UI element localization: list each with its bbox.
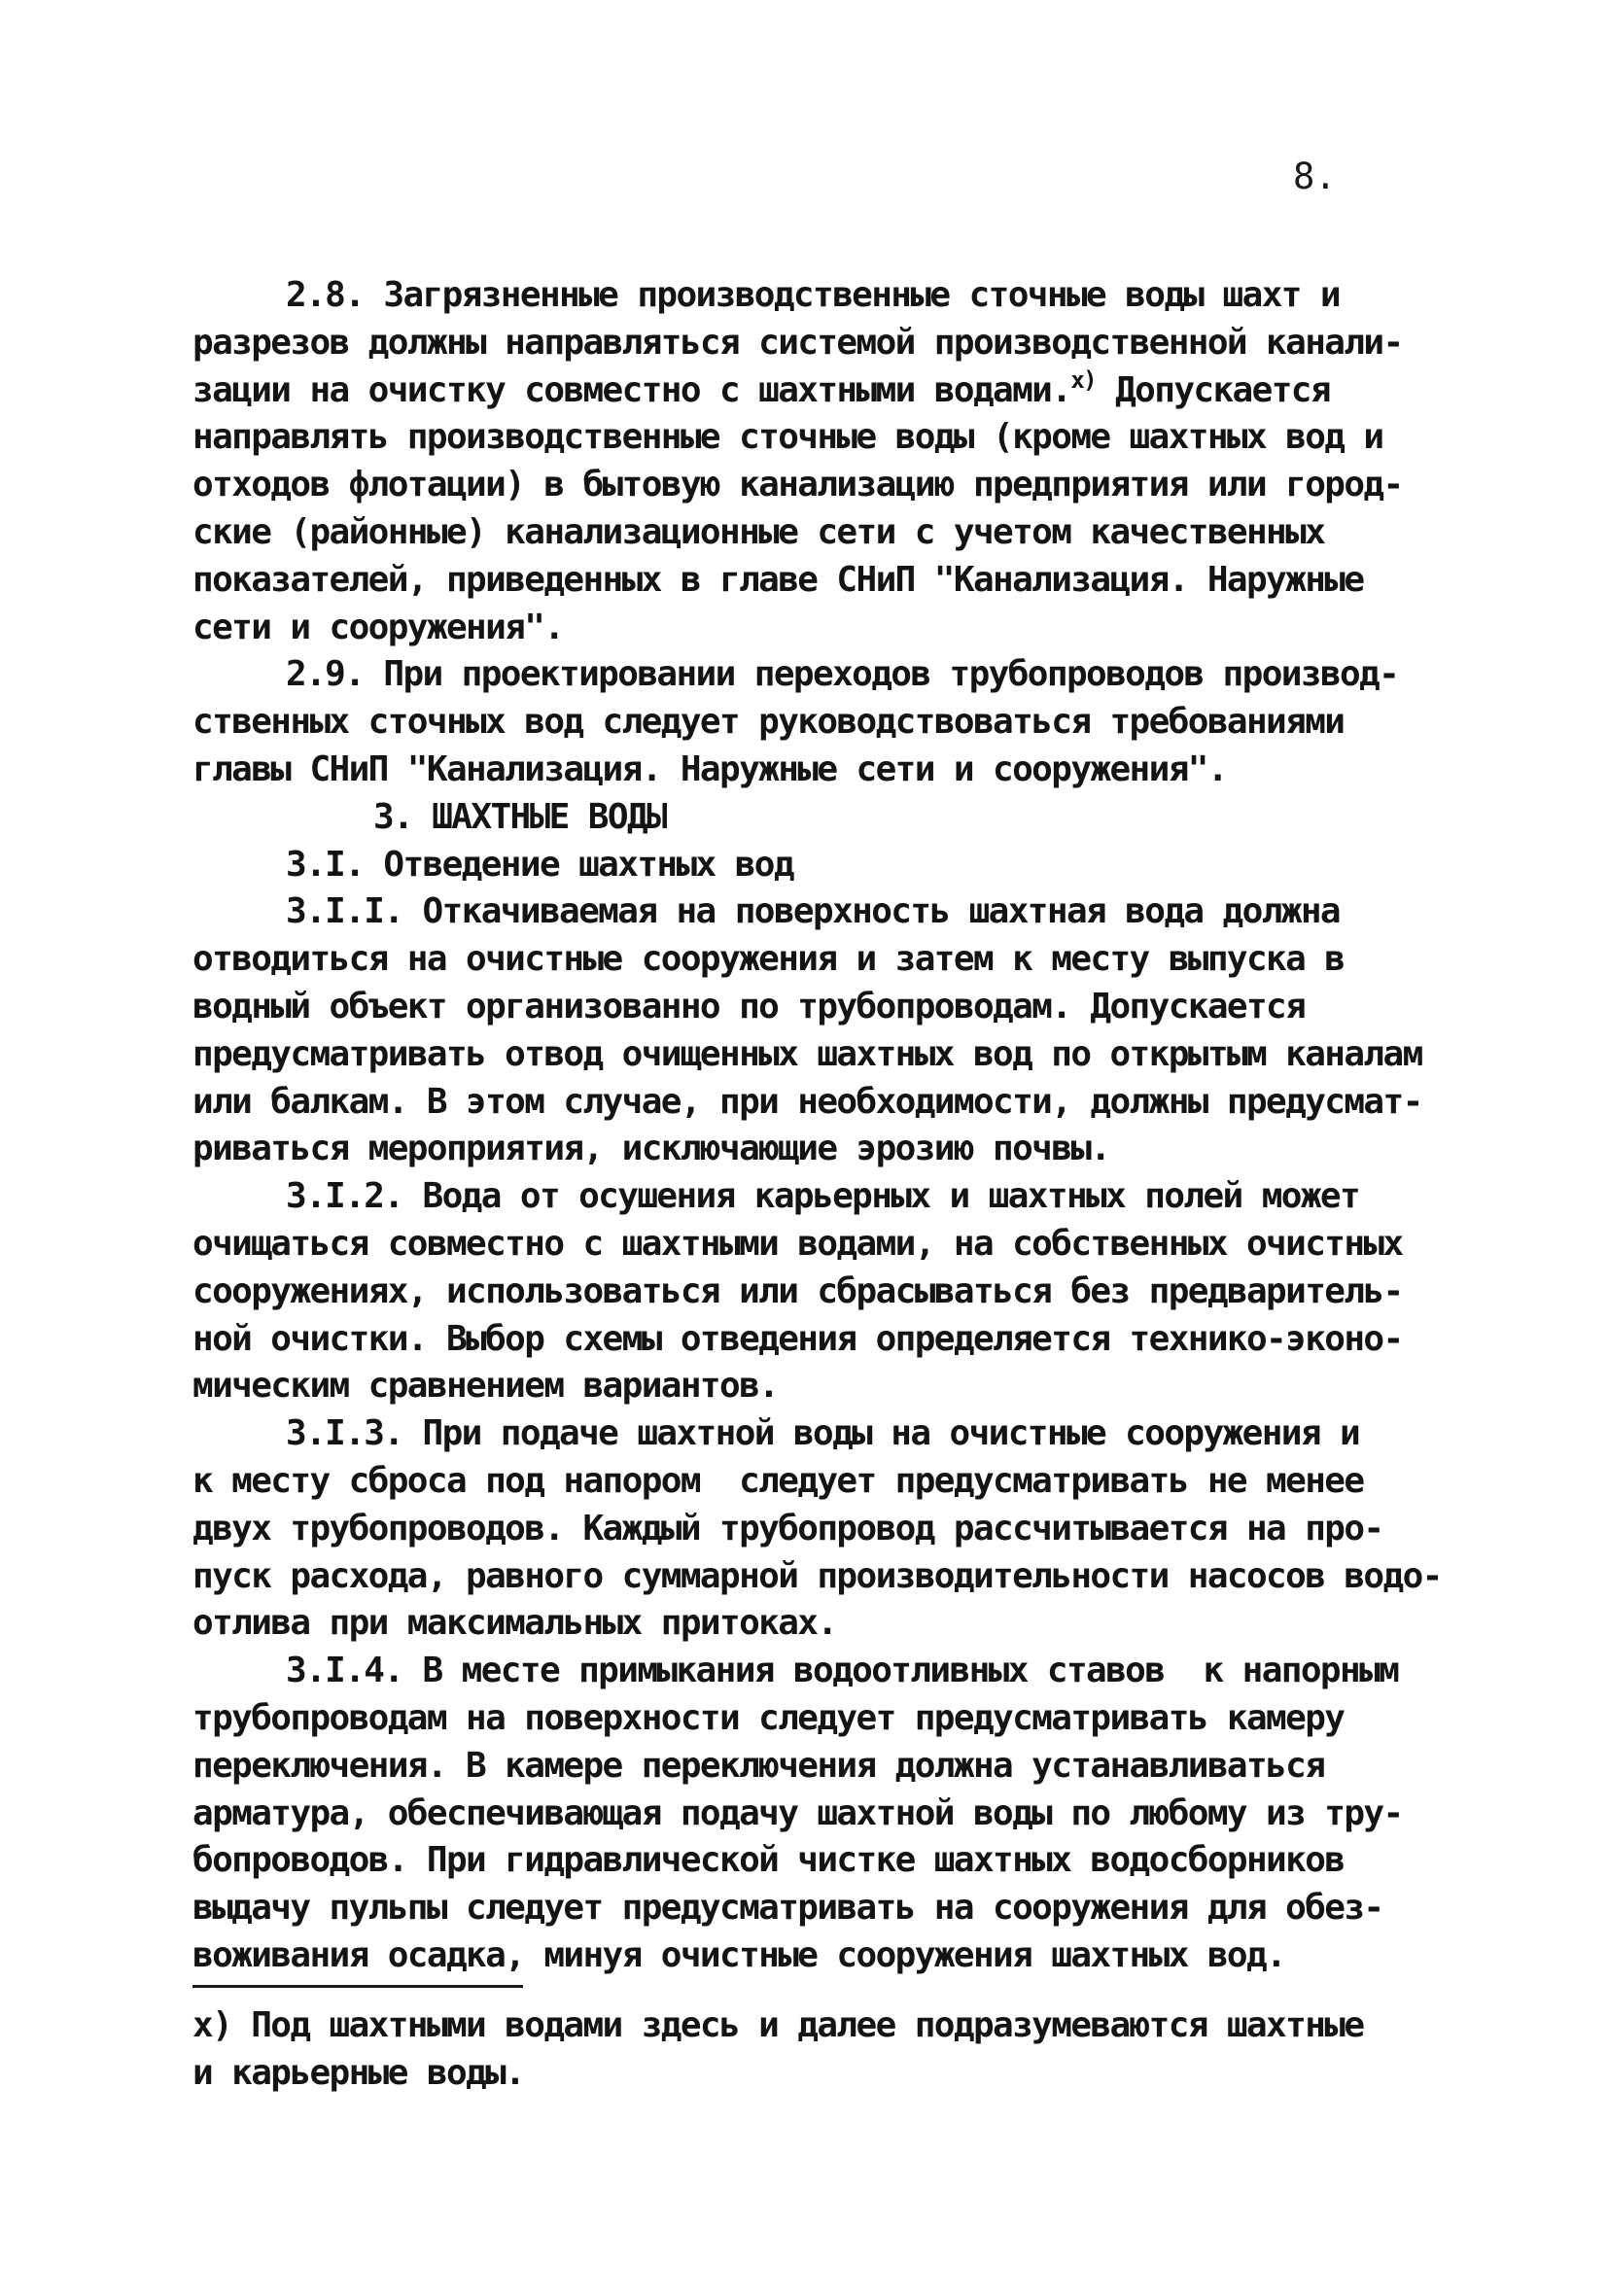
text-line: [192, 699, 1417, 747]
line-text: арматура, обеспечивающая подачу шахтной воды по любому из тру-: [192, 1792, 1403, 1833]
text-line: [192, 1648, 1417, 1695]
line-text: зации на очистку совместно с шахтными водами.: [192, 369, 1071, 410]
footnote-line: [192, 2002, 1417, 2050]
footnote-separator: [192, 1985, 523, 1988]
text-line: [192, 320, 1417, 367]
footnote: [192, 2002, 1417, 2098]
line-text: выдачу пульпы следует предусматривать на сооружения для обез-: [192, 1888, 1383, 1929]
text-line: [192, 605, 1417, 652]
text-line: [192, 747, 1417, 794]
line-text: 3.I.2. Вода от осушения карьерных и шахтных полей может: [286, 1176, 1360, 1217]
text-line: [192, 1458, 1417, 1506]
line-text: риваться мероприятия, исключающие эрозию почвы.: [192, 1129, 1110, 1169]
line-text-continued: Допускается: [1096, 369, 1330, 410]
line-text: очищаться совместно с шахтными водами, на собственных очистных: [192, 1223, 1403, 1264]
line-text: предусматривать отвод очищенных шахтных вод по открытым каналам: [192, 1033, 1422, 1074]
text-line: [192, 557, 1417, 605]
text-line: [192, 651, 1417, 699]
text-line: [192, 1553, 1442, 1601]
line-text: 3.I.3. При подаче шахтной воды на очистные сооружения и: [286, 1413, 1360, 1454]
text-line: [192, 1932, 1417, 1980]
text-line: [192, 414, 1417, 462]
line-text: 3. ШАХТНЫЕ ВОДЫ: [373, 796, 667, 837]
line-text: ственных сточных вод следует руководствоваться требованиями: [192, 702, 1345, 743]
line-text: переключения. В камере переключения должна устанавливаться: [192, 1745, 1325, 1786]
line-text: направлять производственные сточные воды (кроме шахтных вод и: [192, 417, 1383, 458]
text-line: [192, 1173, 1417, 1221]
line-text: ские (районные) канализационные сети с учетом качественных: [192, 511, 1325, 552]
text-line: [192, 367, 1417, 415]
footnote-line: [192, 2050, 1417, 2098]
text-line: [192, 1079, 1422, 1127]
text-line: [192, 1791, 1417, 1838]
line-text: трубопроводам на поверхности следует предусматривать камеру: [192, 1697, 1345, 1738]
line-text: сооружениях, использоваться или сбрасываться без предваритель-: [192, 1270, 1403, 1311]
text-line: [192, 842, 1417, 889]
line-text: мическим сравнением вариантов.: [192, 1366, 779, 1407]
line-text: отлива при максимальных притоках.: [192, 1603, 837, 1644]
text-line: [192, 984, 1417, 1031]
line-text: или балкам. В этом случае, при необходимости, должны предусмат-: [192, 1081, 1422, 1122]
text-line: [192, 462, 1417, 509]
text-line: [192, 1316, 1417, 1364]
line-text: главы СНиП "Канализация. Наружные сети и сооружения".: [192, 748, 1227, 789]
text-line: [192, 1031, 1422, 1079]
text-line: [192, 1126, 1417, 1173]
footnote-marker: x): [1070, 365, 1097, 394]
line-text: пуск расхода, равного суммарной производительности насосов водо-: [192, 1555, 1442, 1596]
text-line: [192, 509, 1417, 557]
line-text: воживания осадка, минуя очистные сооружения шахтных вод.: [192, 1934, 1286, 1975]
line-text: к месту сброса под напором следует предусматривать не менее: [192, 1460, 1364, 1501]
line-text: разрезов должны направляться системой производственной канали-: [192, 322, 1403, 363]
line-text: двух трубопроводов. Каждый трубопровод рассчитывается на про-: [192, 1508, 1383, 1548]
text-line: [192, 1506, 1417, 1553]
text-line: [192, 1600, 1417, 1648]
text-line: [192, 1363, 1417, 1410]
text-line: [192, 1269, 1417, 1316]
section-heading: [192, 794, 1417, 842]
text-line: [192, 272, 1417, 320]
line-text: 3.I.I. Откачиваемая на поверхность шахтная вода должна: [286, 891, 1340, 932]
text-line: [192, 1221, 1417, 1269]
text-line: [192, 1885, 1417, 1932]
line-text: водный объект организованно по трубопроводам. Допускается: [192, 986, 1306, 1026]
line-text: 3.I. Отведение шахтных вод: [286, 844, 793, 885]
line-text: и карьерные воды.: [192, 2052, 525, 2093]
line-text: бопроводов. При гидравлической чистке шахтных водосборников: [192, 1840, 1345, 1881]
text-line: [192, 1837, 1417, 1885]
line-text: 3.I.4. В месте примыкания водоотливных ставов к напорным: [286, 1651, 1399, 1691]
line-text: 2.9. При проектировании переходов трубопроводов производ-: [286, 654, 1399, 695]
line-text: ной очистки. Выбор схемы отведения определяется технико-эконо-: [192, 1318, 1403, 1359]
body-text: [192, 272, 1442, 1980]
text-line: [192, 1410, 1417, 1458]
line-text: x) Под шахтными водами здесь и далее подразумеваются шахтные: [192, 2005, 1364, 2045]
line-text: сети и сооружения".: [192, 607, 564, 647]
page-number: 8.: [1293, 156, 1337, 197]
text-line: [192, 936, 1417, 984]
line-text: отводиться на очистные сооружения и затем к месту выпуска в: [192, 939, 1345, 980]
text-line: [192, 888, 1417, 936]
text-line: [192, 1695, 1417, 1743]
line-text: 2.8. Загрязненные производственные сточные воды шахт и: [286, 275, 1340, 315]
text-line: [192, 1743, 1417, 1791]
line-text: показателей, приведенных в главе СНиП "Канализация. Наружные: [192, 559, 1364, 600]
line-text: отходов флотации) в бытовую канализацию предприятия или город-: [192, 465, 1403, 505]
